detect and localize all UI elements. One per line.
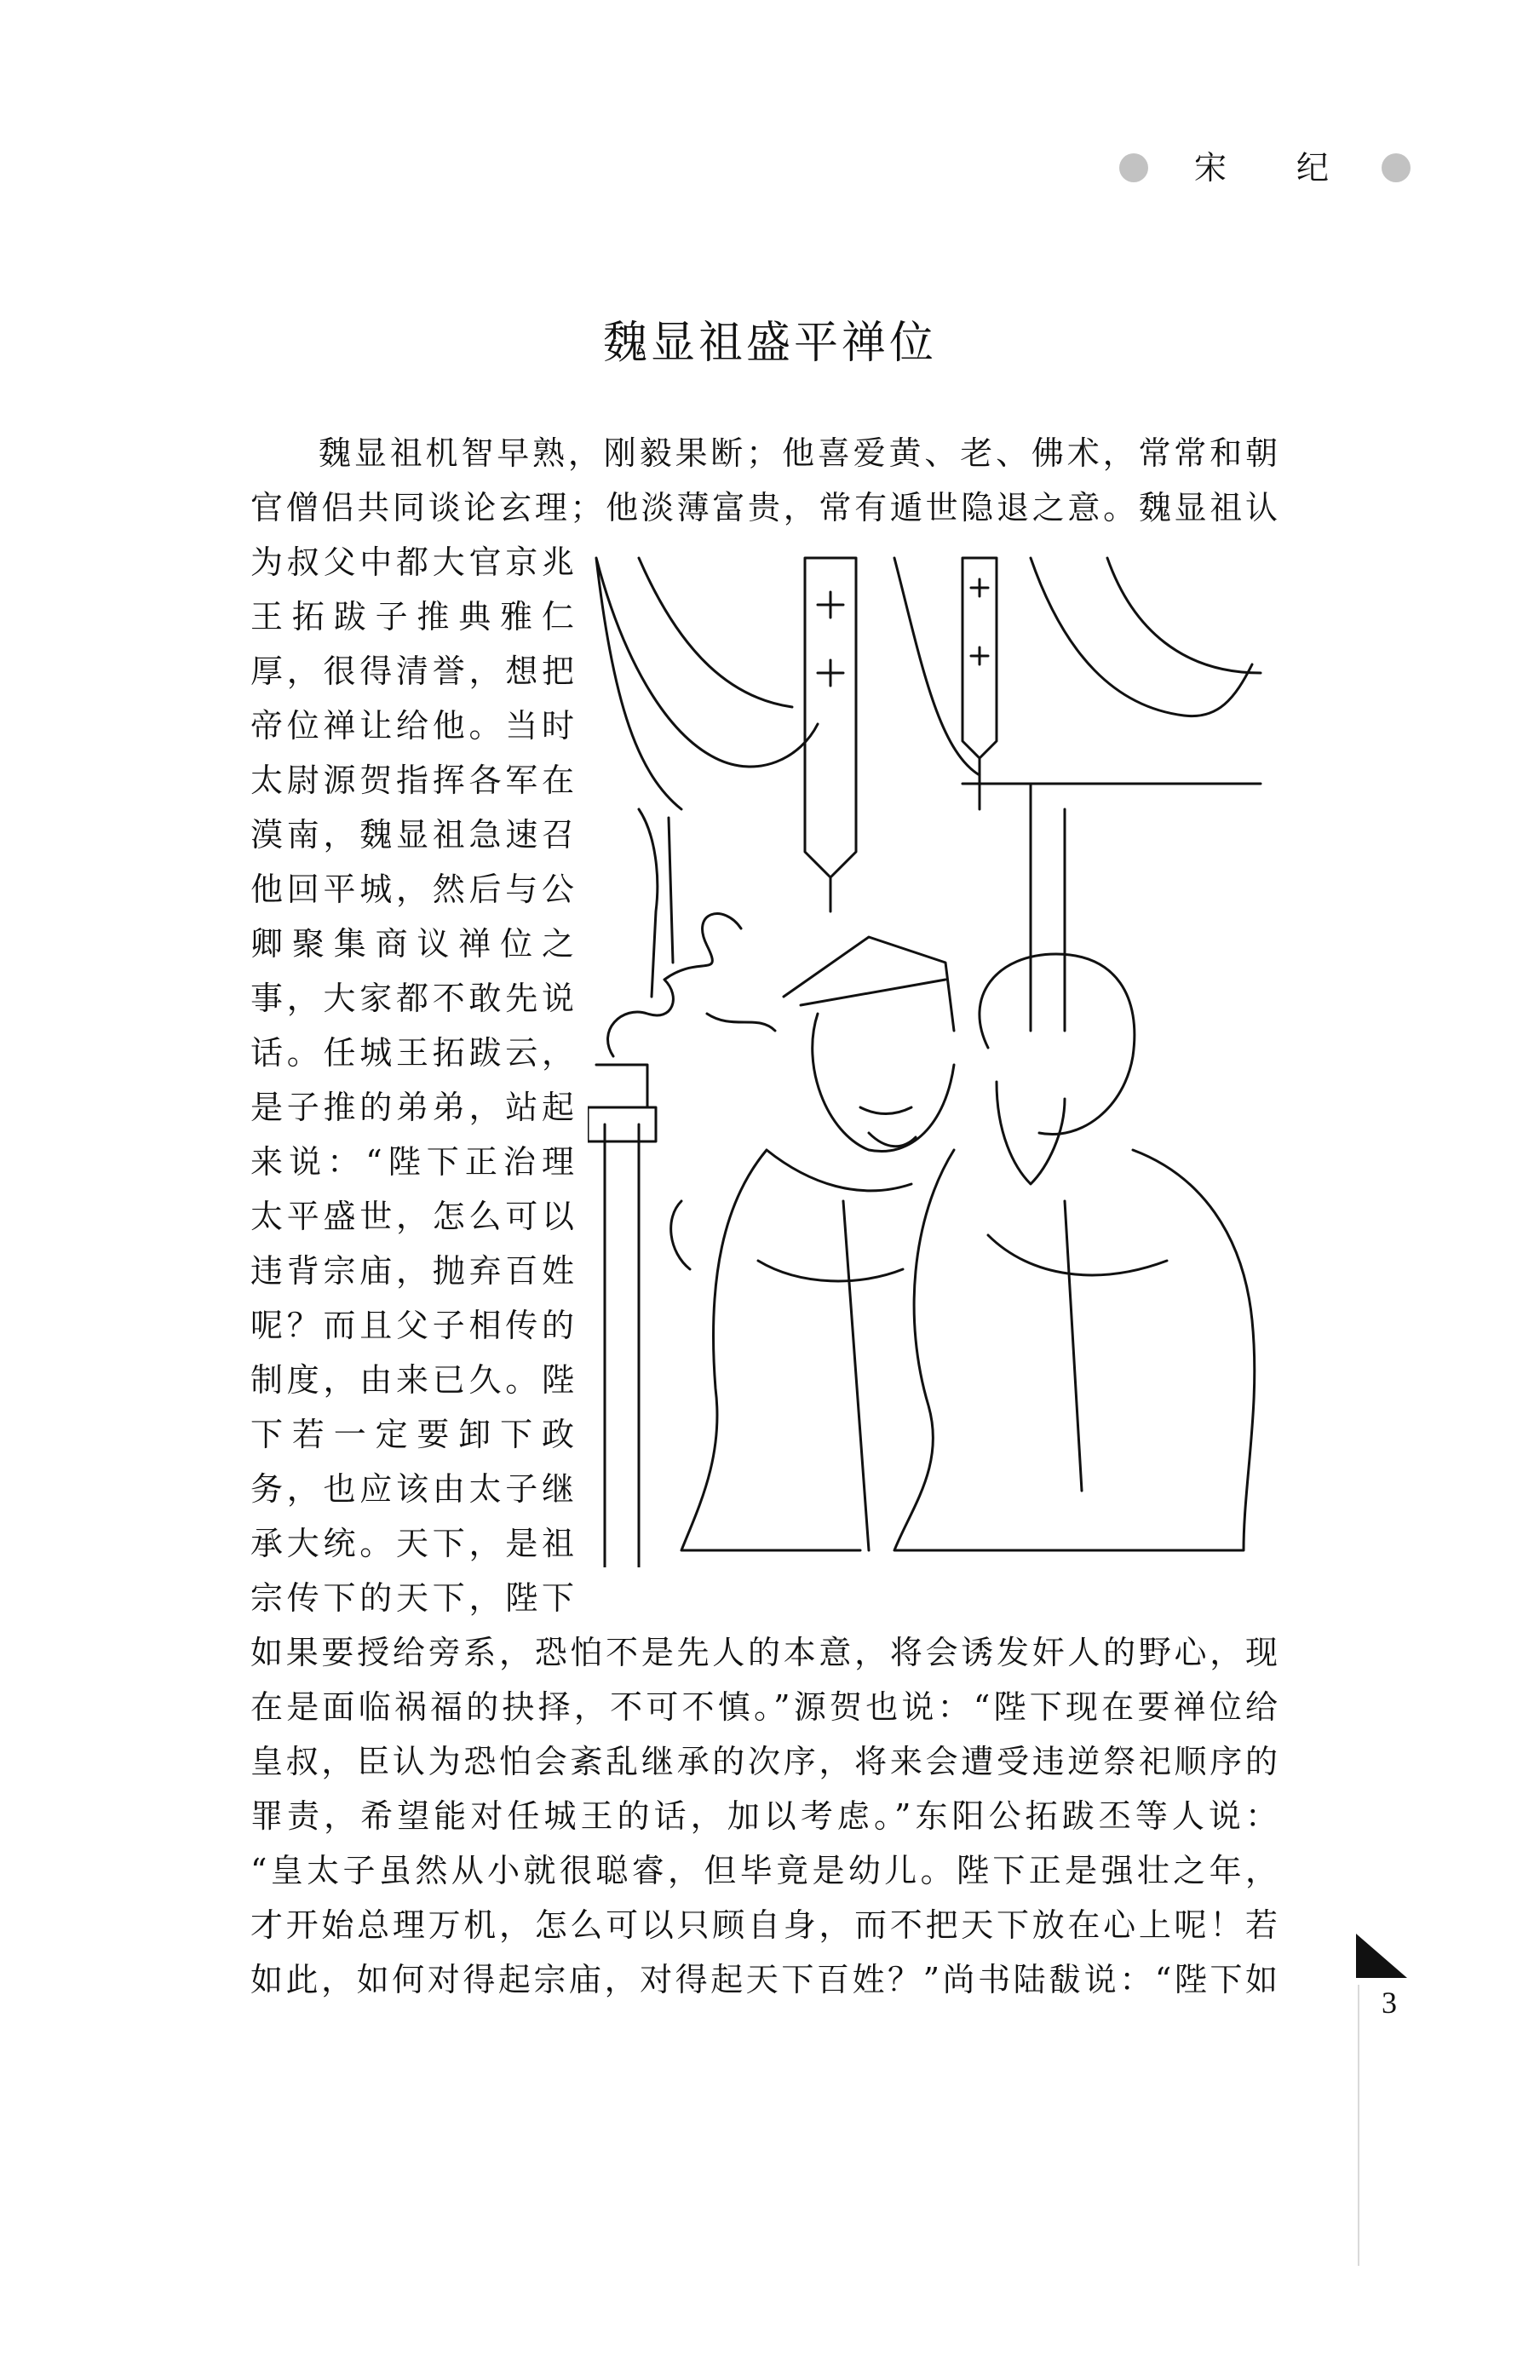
header-dot-left-icon (1119, 153, 1148, 182)
text-line: 制度，由来已久。陛 (250, 1361, 574, 1399)
chapter-title: 魏显祖盛平禅位 (602, 318, 937, 369)
text-line: 厚，很得清誉，想把 (250, 652, 574, 690)
incense-smoke (608, 914, 775, 1056)
monk-head (980, 954, 1135, 1135)
text-line: 承大统。天下，是祖 (250, 1525, 574, 1562)
text-line: 皇叔，臣认为恐怕会紊乱继承的次序，将来会遭受违逆祭祀顺序的 (250, 1743, 1278, 1780)
text-line: 才开始总理万机，怎么可以只顾自身，而不把天下放在心上呢！若 (250, 1906, 1278, 1944)
monk-beard (997, 1082, 1065, 1184)
text-line: 帝位禅让给他。当时 (250, 707, 574, 744)
text-line: 王拓跋子推典雅仁 (250, 598, 574, 635)
text-line: “皇太子虽然从小就很聪睿，但毕竟是幼儿。陛下正是强壮之年， (250, 1852, 1278, 1889)
text-line: 来说：“陛下正治理 (250, 1143, 574, 1181)
paragraph-2 (250, 1625, 1278, 2007)
pillar (588, 1065, 656, 1567)
text-line: 事，大家都不敢先说 (250, 980, 574, 1017)
margin-rule (1358, 1985, 1359, 2266)
text-line: 太平盛世，怎么可以 (250, 1198, 574, 1235)
text-line: 话。任城王拓跋云， (250, 1034, 574, 1072)
text-line: 下若一定要卸下政 (250, 1416, 574, 1453)
text-line: 太尉源贺指挥各军在 (250, 762, 574, 799)
narrow-text-column (250, 535, 574, 1625)
text-line: 务，也应该由太子继 (250, 1470, 574, 1508)
running-header (1107, 143, 1431, 194)
curtain-right (894, 558, 1261, 775)
text-line: 如此，如何对得起宗庙，对得起天下百姓？”尚书陆馛说：“陛下如 (250, 1961, 1278, 1998)
text-line: 违背宗庙，抛弃百姓 (250, 1252, 574, 1290)
header-char-1: 宋 (1194, 149, 1227, 187)
banner-2 (962, 558, 997, 809)
text-line: 宗传下的天下，陛下 (250, 1579, 574, 1617)
emperor-hat (784, 937, 954, 1031)
wall-rail (962, 784, 1261, 1031)
page-number: 3 (1382, 1986, 1397, 2020)
text-line: 如果要授给旁系，恐怕不是先人的本意，将会诱发奸人的野心，现 (250, 1634, 1278, 1671)
emperor-robe (671, 1150, 911, 1550)
text-line: 官僧侣共同谈论玄理；他淡薄富贵，常有遁世隐退之意。魏显祖认 (250, 489, 1278, 526)
header-dot-right-icon (1382, 153, 1411, 182)
page-corner-triangle-icon (1356, 1934, 1407, 1978)
emperor-face (813, 1014, 954, 1152)
text-line: 漠南，魏显祖急速召 (250, 816, 574, 854)
paragraph-1 (250, 426, 1278, 535)
curtain-tail (639, 809, 673, 997)
header-char-2: 纪 (1296, 149, 1330, 187)
text-line: 卿聚集商议禅位之 (250, 925, 574, 963)
text-line: 是子推的弟弟，站起 (250, 1089, 574, 1126)
text-line: 为叔父中都大官京兆 (250, 543, 574, 581)
text-line: 魏显祖机智早熟，刚毅果断；他喜爱黄、老、佛术，常常和朝 (319, 434, 1278, 472)
text-line: 罪责，希望能对任城王的话，加以考虑。”东阳公拓跋丕等人说： (250, 1797, 1278, 1835)
ink-illustration (588, 554, 1269, 1567)
text-line: 他回平城，然后与公 (250, 871, 574, 908)
monk-robe (894, 1150, 1255, 1550)
text-line: 在是面临祸福的抉择，不可不慎。”源贺也说：“陛下现在要禅位给 (250, 1688, 1278, 1726)
text-line: 呢？而且父子相传的 (250, 1307, 574, 1344)
curtain-left (596, 558, 818, 809)
